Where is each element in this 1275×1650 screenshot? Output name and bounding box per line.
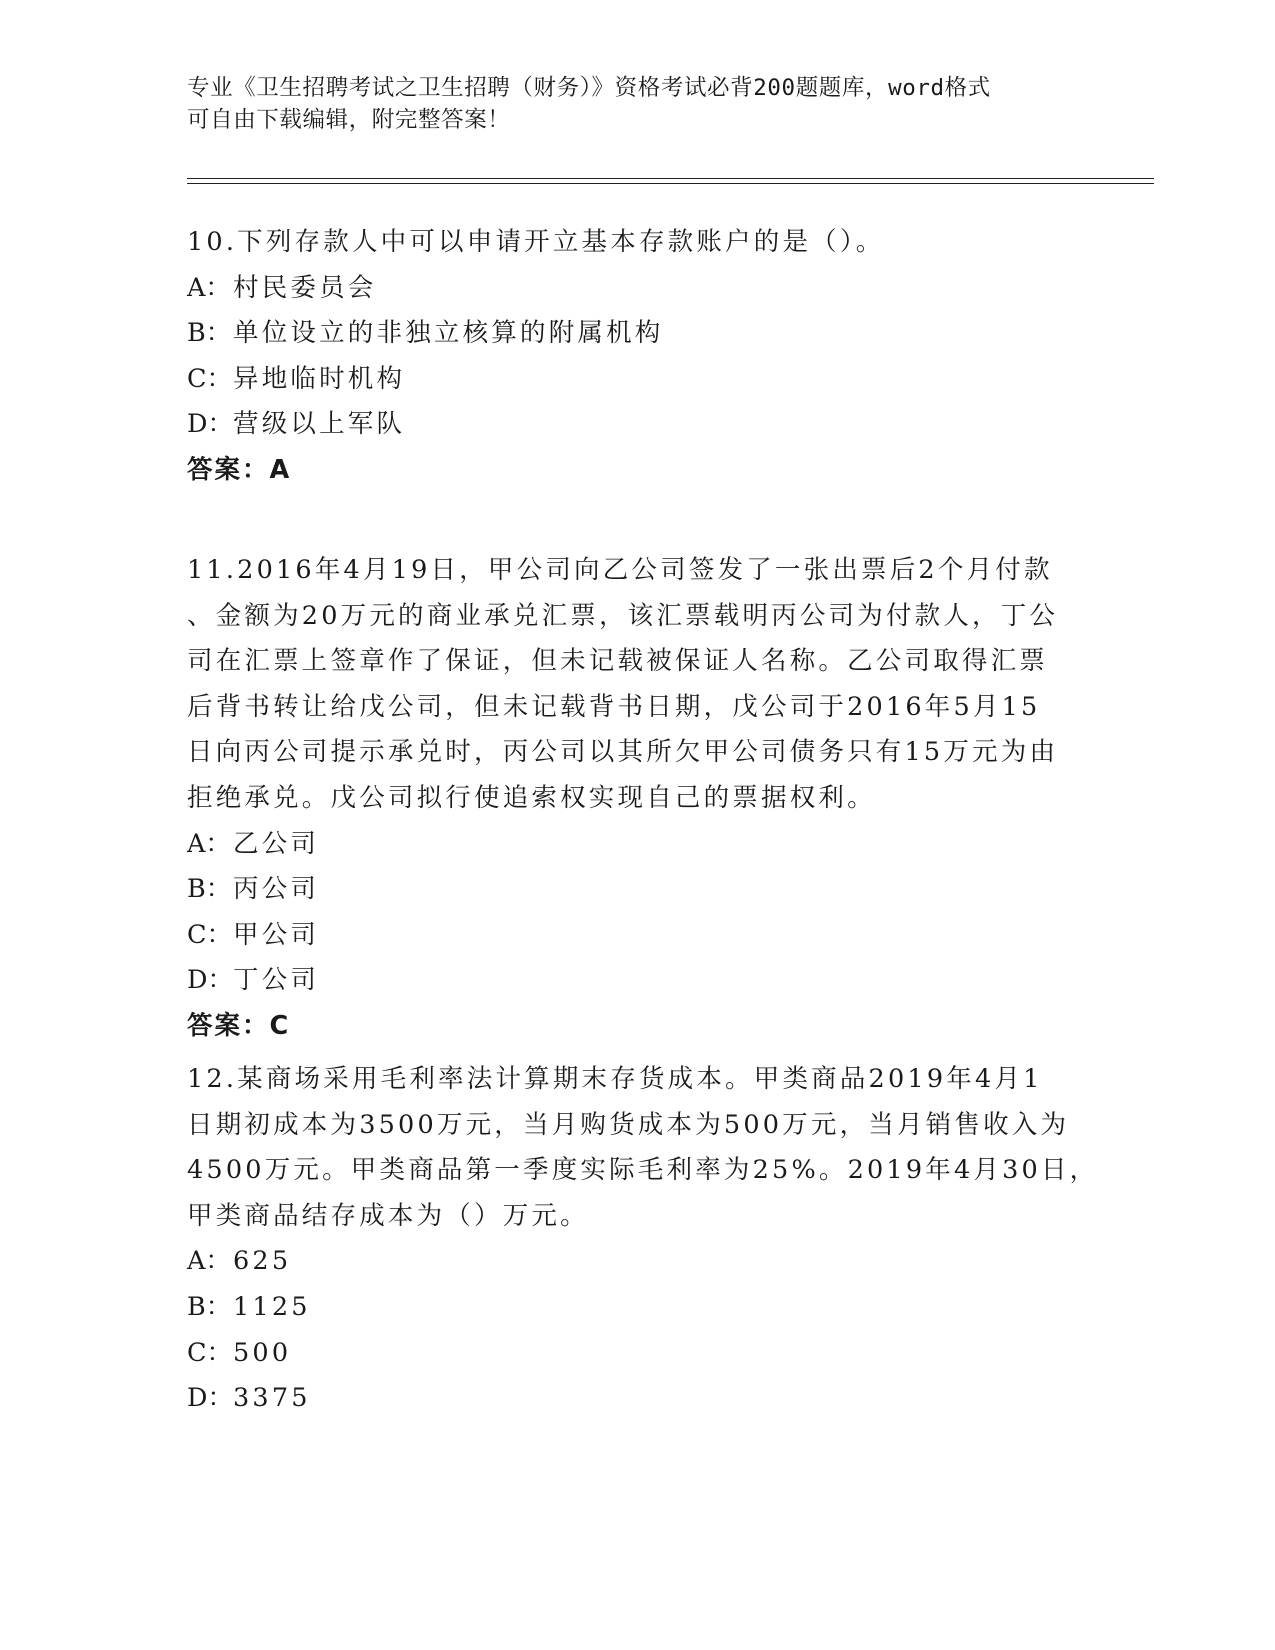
- option-a: A：村民委员会: [187, 272, 377, 303]
- question-stem-line: 4500万元。甲类商品第一季度实际毛利率为25%。2019年4月30日，: [187, 1155, 1099, 1186]
- question-stem-line: 日向丙公司提示承兑时，丙公司以其所欠甲公司债务只有15万元为由: [187, 737, 1059, 768]
- answer-line: 答案：C: [187, 1010, 291, 1041]
- question-10: [187, 220, 885, 494]
- question-stem-line: 日期初成本为3500万元，当月购货成本为500万元，当月销售收入为: [187, 1109, 1070, 1140]
- option-a: A：625: [187, 1246, 292, 1277]
- question-11: [187, 548, 1058, 1050]
- option-c: C：异地临时机构: [187, 363, 406, 394]
- option-c: C：甲公司: [187, 919, 320, 950]
- question-stem-line: 、金额为20万元的商业承兑汇票，该汇票载明丙公司为付款人，丁公: [187, 600, 1059, 631]
- option-d: D：3375: [187, 1383, 311, 1414]
- option-c: C：500: [187, 1337, 292, 1368]
- header-divider-top: [187, 178, 1154, 179]
- question-stem-line: 司在汇票上签章作了保证，但未记载被保证人名称。乙公司取得汇票: [187, 646, 1049, 677]
- option-d: D：营级以上军队: [187, 409, 406, 440]
- question-stem-line: 11.2016年4月19日，甲公司向乙公司签发了一张出票后2个月付款: [187, 555, 1053, 585]
- question-stem-line: 后背书转让给戊公司，但未记载背书日期，戊公司于2016年5月15: [187, 691, 1041, 722]
- option-b: B：单位设立的非独立核算的附属机构: [187, 318, 664, 349]
- question-12: [187, 1057, 1098, 1422]
- header-line-1: 专业《卫生招聘考试之卫生招聘（财务）》资格考试必背200题题库，word格式: [187, 75, 991, 101]
- answer-line: 答案：A: [187, 454, 292, 485]
- option-b: B：1125: [187, 1291, 311, 1322]
- option-b: B：丙公司: [187, 874, 320, 905]
- question-stem-line: 12.某商场采用毛利率法计算期末存货成本。甲类商品2019年4月1: [187, 1064, 1043, 1094]
- document-header: [187, 72, 1067, 136]
- header-divider-bottom: [187, 183, 1154, 184]
- question-stem-line: 甲类商品结存成本为（）万元。: [187, 1200, 589, 1231]
- question-stem-line: 拒绝承兑。戊公司拟行使追索权实现自己的票据权利。: [187, 782, 876, 813]
- option-a: A：乙公司: [187, 828, 320, 859]
- option-d: D：丁公司: [187, 965, 320, 996]
- question-stem-line: 10.下列存款人中可以申请开立基本存款账户的是（）。: [187, 227, 885, 257]
- header-line-2: 可自由下载编辑，附完整答案！: [187, 107, 511, 133]
